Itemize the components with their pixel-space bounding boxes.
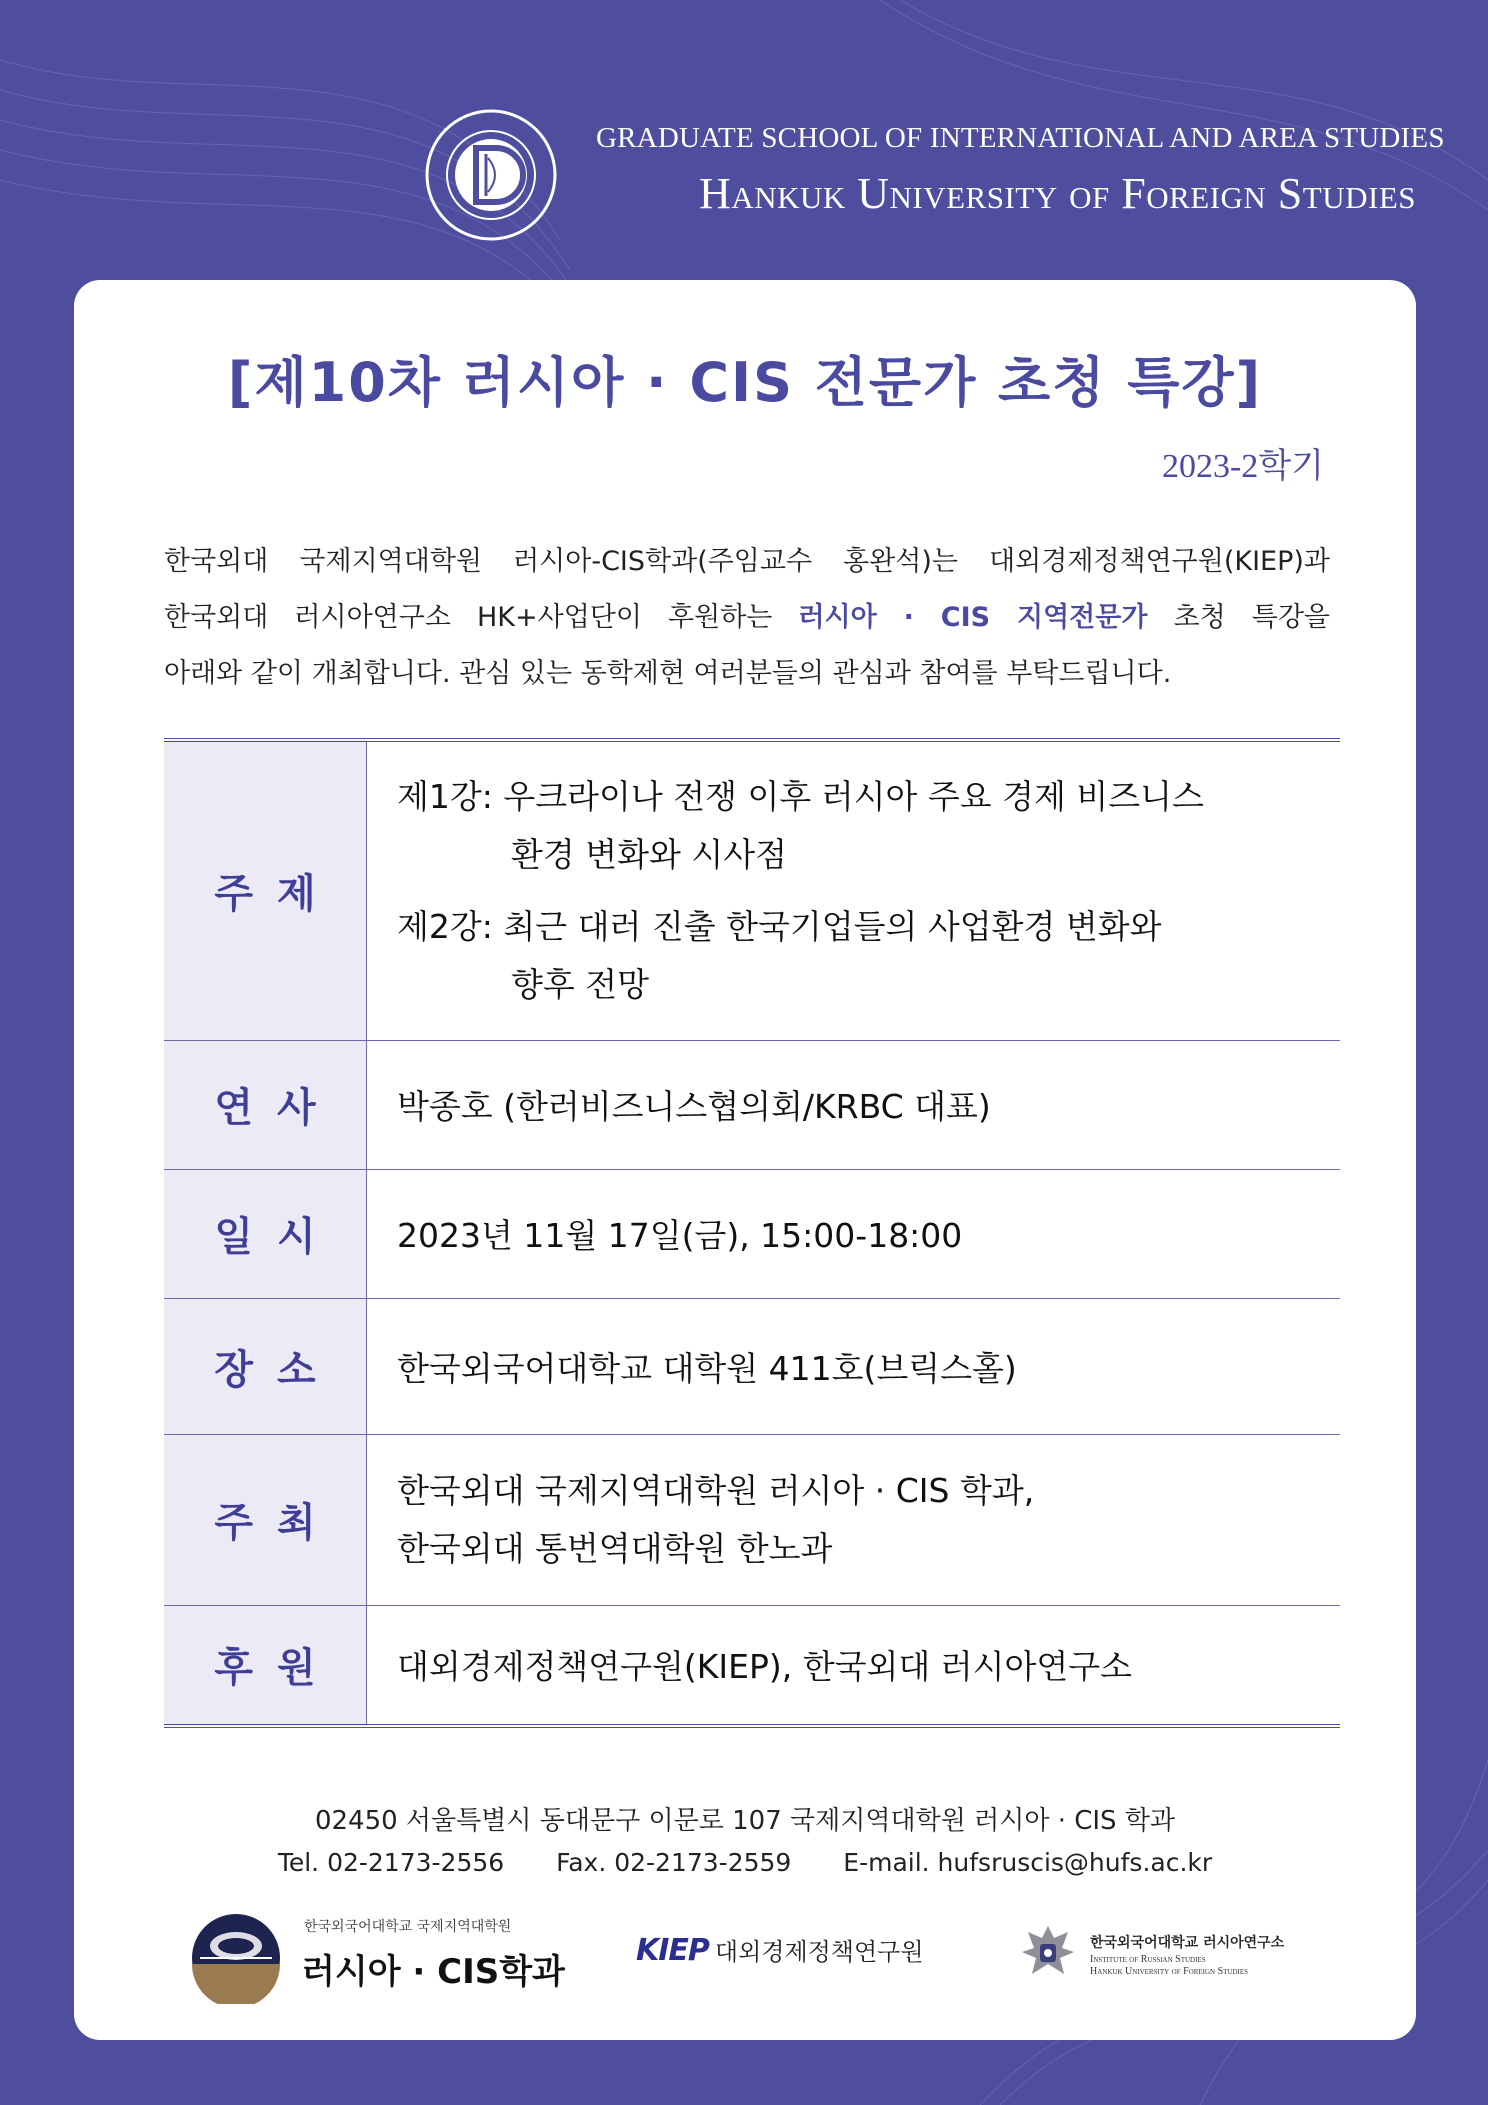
footer-email: E-mail. hufsruscis@hufs.ac.kr [843, 1848, 1213, 1877]
topic-label: 주제 [164, 740, 367, 1040]
table-row-host [164, 1434, 1340, 1605]
kiep-mark: KIEP [636, 1933, 709, 1968]
content-card [74, 280, 1416, 2040]
speaker-value: 박종호 (한러비즈니스협의회/KRBC 대표) [367, 1040, 1341, 1169]
institute-en-line-1: Institute of Russian Studies [1090, 1954, 1206, 1965]
eagle-emblem-icon [1016, 1918, 1080, 1984]
university-seal-icon [424, 108, 558, 242]
host-value [367, 1434, 1341, 1605]
institute-en-line-2: Hankuk University of Foreign Studies [1090, 1966, 1249, 1977]
sponsor-label: 후원 [164, 1605, 367, 1726]
intro-line-1: 한국외대 국제지역대학원 러시아-CIS학과(주임교수 홍완석)는 대외경제정책연구원(KIEP)과 [164, 546, 1330, 577]
footer-address: 02450 서울특별시 동대문구 이문로 107 국제지역대학원 러시아 · CIS 학과 [314, 1806, 1176, 1836]
topic-value [367, 740, 1341, 1040]
globe-icon [190, 1912, 282, 2004]
intro-line-3: 아래와 같이 개최합니다. 관심 있는 동학제현 여러분들의 관심과 참여를 부탁드립니다. [164, 658, 1172, 689]
table-row-date [164, 1169, 1340, 1298]
page-title: [제10차 러시아 · CIS 전문가 초청 특강] [227, 351, 1263, 414]
host-line-1: 한국외대 국제지역대학원 러시아 · CIS 학과, [397, 1470, 1035, 1510]
footer-tel: Tel. 02-2173-2556 [277, 1848, 505, 1877]
intro-highlight: 러시아 · CIS 지역전문가 [798, 602, 1148, 633]
institute-en-text [1090, 1954, 1248, 1978]
speaker-label: 연사 [164, 1040, 367, 1169]
place-value: 한국외국어대학교 대학원 411호(브릭스홀) [367, 1298, 1341, 1434]
kiep-logo-text: 대외경제정책연구원 [714, 1938, 924, 1966]
semester-label: 2023-2학기 [1161, 448, 1324, 485]
topic-1-line-b: 환경 변화와 시사점 [511, 834, 788, 874]
table-row-sponsor [164, 1605, 1340, 1726]
intro-line-2-post: 초청 특강을 [1147, 602, 1331, 633]
table-row-place [164, 1298, 1340, 1434]
intro-paragraph [164, 534, 1330, 702]
institute-kr-text: 한국외국어대학교 러시아연구소 [1090, 1935, 1285, 1951]
footer-fax: Fax. 02-2173-2559 [556, 1848, 792, 1877]
host-line-2: 한국외대 통번역대학원 한노과 [397, 1528, 833, 1568]
dept-logo [190, 1908, 565, 2008]
date-label: 일시 [164, 1169, 367, 1298]
host-label: 주최 [164, 1434, 367, 1605]
dept-logo-big-text: 러시아 · CIS학과 [302, 1952, 565, 1992]
table-row-speaker [164, 1040, 1340, 1169]
table-row-topic [164, 740, 1340, 1040]
dept-logo-small-text: 한국외국어대학교 국제지역대학원 [304, 1919, 512, 1935]
kiep-logo [636, 1932, 956, 1982]
header-university-name: Hankuk University of Foreign Studies [699, 169, 1416, 218]
intro-line-2-pre: 한국외대 러시아연구소 HK+사업단이 후원하는 [164, 602, 799, 633]
topic-1-line-a: 제1강: 우크라이나 전쟁 이후 러시아 주요 경제 비즈니스 [397, 776, 1204, 816]
topic-2-line-a: 제2강: 최근 대러 진출 한국기업들의 사업환경 변화와 [397, 906, 1162, 946]
topic-2-line-b: 향후 전망 [511, 964, 650, 1004]
institute-logo [1016, 1916, 1326, 1996]
event-info-table [164, 738, 1340, 1728]
place-label: 장소 [164, 1298, 367, 1434]
header-school-name: GRADUATE SCHOOL OF INTERNATIONAL AND AREA STUDIES [596, 122, 1445, 154]
footer-contact [74, 1848, 1416, 1877]
intro-line-2 [164, 590, 1330, 646]
date-value: 2023년 11월 17일(금), 15:00-18:00 [367, 1169, 1341, 1298]
sponsor-value: 대외경제정책연구원(KIEP), 한국외대 러시아연구소 [397, 1647, 1133, 1687]
